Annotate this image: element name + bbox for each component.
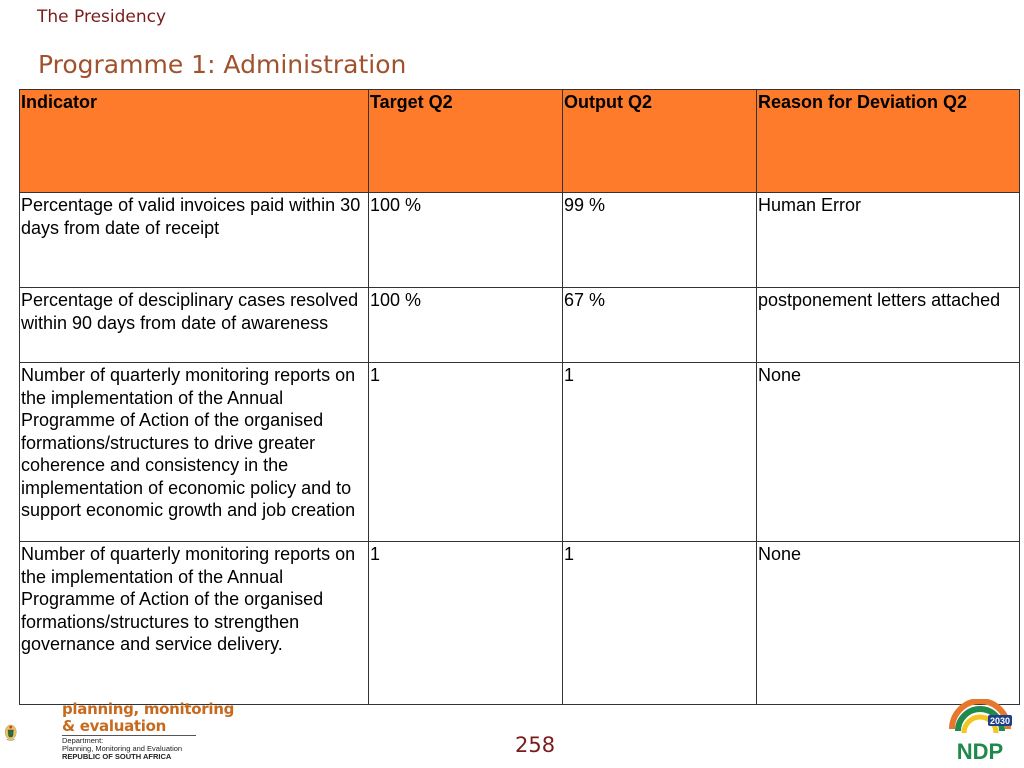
indicator-cell: Number of quarterly monitoring reports on the implementation of the Annual Programme of Action of the organised formations/structures to drive greater coherence and consistency in the implementation of economic policy and to support economic growth and job creation xyxy=(20,363,369,542)
target-cell: 1 xyxy=(369,542,563,705)
ndp-text: NDP xyxy=(956,739,1004,763)
output-cell: 1 xyxy=(563,363,757,542)
organisation-name: The Presidency xyxy=(37,7,167,27)
column-header-reason: Reason for Deviation Q2 xyxy=(757,90,1020,193)
output-cell: 67 % xyxy=(563,288,757,363)
table-row xyxy=(20,363,1020,542)
target-cell: 100 % xyxy=(369,288,563,363)
column-header-target: Target Q2 xyxy=(369,90,563,193)
indicator-cell: Percentage of desciplinary cases resolved within 90 days from date of awareness xyxy=(20,288,369,363)
table-row xyxy=(20,288,1020,363)
indicator-cell: Number of quarterly monitoring reports on the implementation of the Annual Programme of Action of the organised formations/structures to strengthen governance and service delivery. xyxy=(20,542,369,705)
column-header-output: Output Q2 xyxy=(563,90,757,193)
department-label: Department: xyxy=(62,736,104,745)
table-header-row xyxy=(20,90,1020,193)
page-number: 258 xyxy=(515,733,556,757)
dpme-logo-text: & evaluation xyxy=(62,717,167,735)
page-title: Programme 1: Administration xyxy=(38,50,407,79)
dpme-logo-text: planning, monitoring xyxy=(62,700,235,718)
ndp-logo-icon xyxy=(946,699,1014,763)
department-name: Planning, Monitoring and Evaluation xyxy=(62,744,183,753)
indicator-cell: Percentage of valid invoices paid within 30 days from date of receipt xyxy=(20,193,369,288)
target-cell: 1 xyxy=(369,363,563,542)
indicator-table xyxy=(19,89,1020,705)
output-cell: 1 xyxy=(563,542,757,705)
ndp-year: 2030 xyxy=(989,716,1011,726)
table-row xyxy=(20,542,1020,705)
reason-cell: Human Error xyxy=(757,193,1020,288)
reason-cell: None xyxy=(757,363,1020,542)
coat-of-arms-icon xyxy=(4,700,60,766)
output-cell: 99 % xyxy=(563,193,757,288)
country-name: REPUBLIC OF SOUTH AFRICA xyxy=(62,752,172,761)
reason-cell: None xyxy=(757,542,1020,705)
column-header-indicator: Indicator xyxy=(20,90,369,193)
table-row xyxy=(20,193,1020,288)
target-cell: 100 % xyxy=(369,193,563,288)
reason-cell: postponement letters attached xyxy=(757,288,1020,363)
